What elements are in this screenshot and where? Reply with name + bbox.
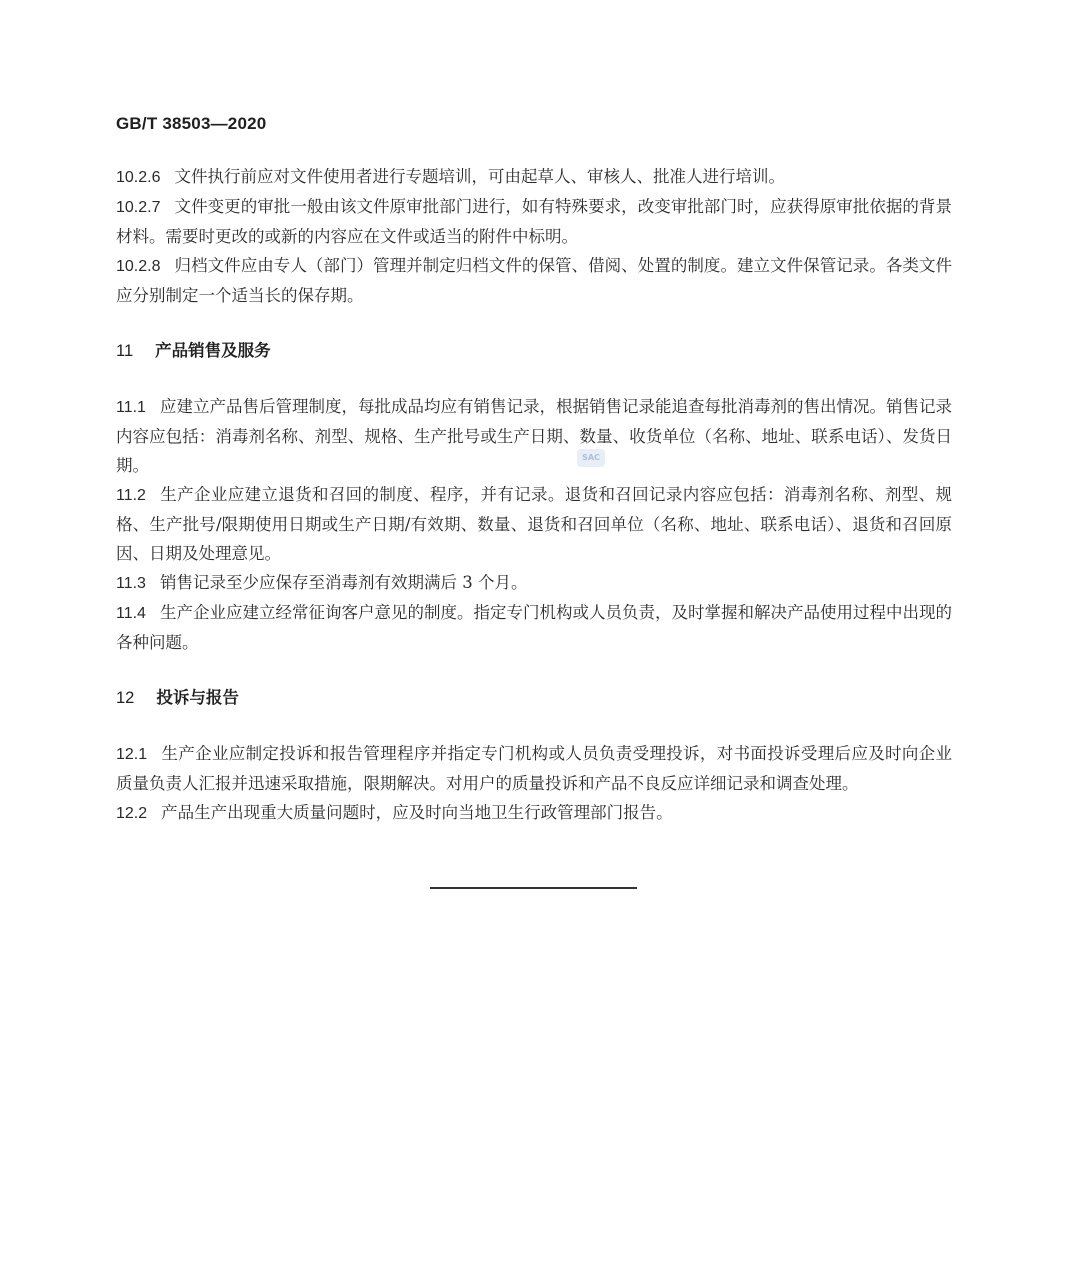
section-number: 12 [116, 689, 135, 707]
clause-text: 文件变更的审批一般由该文件原审批部门进行，如有特殊要求，改变审批部门时，应获得原审批依据的背景材料。需要时更改的或新的内容应在文件或适当的附件中标明。 [116, 197, 952, 246]
clause-12-2 [116, 798, 952, 828]
clause-text: 产品生产出现重大质量问题时，应及时向当地卫生行政管理部门报告。 [161, 803, 673, 822]
clause-number: 11.4 [116, 605, 146, 622]
end-of-document-rule [430, 887, 637, 889]
section-title: 投诉与报告 [156, 688, 239, 707]
section-heading-11 [116, 336, 952, 366]
standard-number-header: GB/T 38503—2020 [116, 114, 267, 133]
clause-text: 归档文件应由专人（部门）管理并制定归档文件的保管、借阅、处置的制度。建立文件保管记录。各类文件应分别制定一个适当长的保存期。 [116, 256, 952, 305]
clause-11-2 [116, 480, 952, 568]
clause-number: 11.2 [116, 487, 146, 504]
clause-11-4 [116, 598, 952, 657]
clause-number: 10.2.7 [116, 199, 161, 216]
clause-text: 生产企业应建立退货和召回的制度、程序，并有记录。退货和召回记录内容应包括：消毒剂名称、剂型、规格、生产批号/限期使用日期或生产日期/有效期、数量、退货和召回单位（名称、地址、联系电话）、退货和召回原因、日期及处理意见。 [116, 485, 952, 563]
section-heading-12 [116, 683, 952, 713]
clause-11-1 [116, 392, 952, 480]
clause-text: 销售记录至少应保存至消毒剂有效期满后 3 个月。 [159, 573, 528, 592]
clause-12-1 [116, 739, 952, 798]
clause-number: 10.2.8 [116, 258, 161, 275]
section-number: 11 [116, 342, 134, 360]
watermark-text: SAC [582, 453, 600, 462]
clause-text: 生产企业应制定投诉和报告管理程序并指定专门机构或人员负责受理投诉，对书面投诉受理后应及时向企业质量负责人汇报并迅速采取措施，限期解决。对用户的质量投诉和产品不良反应详细记录和调查处理。 [116, 744, 952, 793]
clause-text: 文件执行前应对文件使用者进行专题培训，可由起草人、审核人、批准人进行培训。 [174, 167, 785, 186]
clause-number: 11.3 [116, 575, 146, 592]
clause-text: 生产企业应建立经常征询客户意见的制度。指定专门机构或人员负责，及时掌握和解决产品使用过程中出现的各种问题。 [116, 603, 952, 652]
clause-number: 11.1 [116, 399, 146, 416]
section-title: 产品销售及服务 [155, 341, 271, 360]
clause-11-3 [116, 568, 952, 598]
clause-number: 12.1 [116, 746, 148, 763]
clause-10-2-7 [116, 192, 952, 251]
clause-number: 12.2 [116, 805, 148, 822]
clause-10-2-8 [116, 251, 952, 310]
clause-text: 应建立产品售后管理制度，每批成品均应有销售记录，根据销售记录能追查每批消毒剂的售出情况。销售记录内容应包括：消毒剂名称、剂型、规格、生产批号或生产日期、数量、收货单位（名称、地址、联系电话）、发货日期。 [116, 397, 952, 475]
document-body [116, 162, 952, 828]
clause-number: 10.2.6 [116, 169, 161, 186]
clause-10-2-6 [116, 162, 952, 192]
